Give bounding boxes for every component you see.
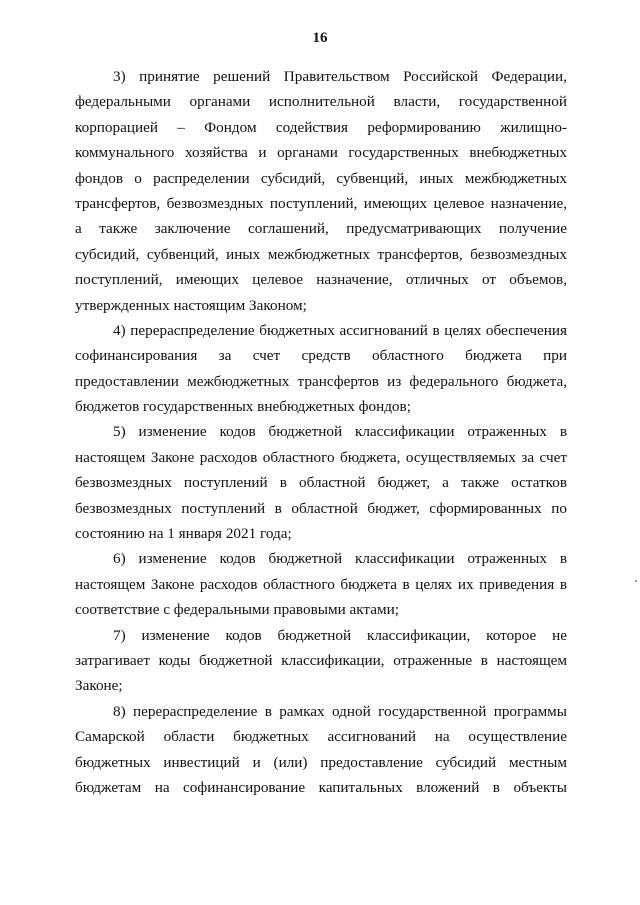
paragraph-line: 4) перераспределение бюджетных ассигнований в целях обеспечения xyxy=(113,321,567,339)
paragraph-line: 8) перераспределение в рамках одной государственной программы xyxy=(113,702,567,720)
paragraph-line: корпорацией – Фондом содействия реформированию жилищно- xyxy=(75,118,567,136)
paragraph-line: безвозмездных поступлений в областной бюджет, сформированных по xyxy=(75,499,567,517)
paragraph-item-8 xyxy=(75,699,567,801)
paragraph-item-5 xyxy=(75,419,567,546)
paragraph-item-4 xyxy=(75,318,567,420)
paragraph-line: 6) изменение кодов бюджетной классификации отраженных в xyxy=(113,550,567,568)
paragraph-line: настоящем Законе расходов областного бюджета, осуществляемых за счет xyxy=(75,448,567,466)
paragraph-line: бюджетов государственных внебюджетных фондов; xyxy=(75,398,411,416)
paragraph-line: коммунального хозяйства и органами государственных внебюджетных xyxy=(75,144,567,162)
document-body xyxy=(75,64,567,800)
scan-artifact xyxy=(635,580,637,582)
paragraph-line: фондов о распределении субсидий, субвенций, иных межбюджетных xyxy=(75,169,567,187)
paragraph-line: 7) изменение кодов бюджетной классификации, которое не xyxy=(113,626,567,644)
paragraph-line: Самарской области бюджетных ассигнований на осуществление xyxy=(75,728,567,746)
paragraph-item-6 xyxy=(75,546,567,622)
paragraph-line: бюджетам на софинансирование капитальных вложений в объекты xyxy=(75,778,567,796)
paragraph-line: поступлений, имеющих целевое назначение, отличных от объемов, xyxy=(75,271,567,289)
paragraph-line: 3) принятие решений Правительством Российской Федерации, xyxy=(113,68,567,85)
paragraph-line: утвержденных настоящим Законом; xyxy=(75,296,307,314)
paragraph-line: субсидий, субвенций, иных межбюджетных трансфертов, безвозмездных xyxy=(75,245,567,263)
paragraph-line: бюджетных инвестиций и (или) предоставление субсидий местным xyxy=(75,753,567,771)
page-number: 16 xyxy=(312,30,328,46)
paragraph-line: настоящем Законе расходов областного бюджета в целях их приведения в xyxy=(75,575,567,593)
paragraph-line: затрагивает коды бюджетной классификации, отраженные в настоящем xyxy=(75,651,567,669)
paragraph-line: Законе; xyxy=(75,677,123,695)
paragraph-line: федеральными органами исполнительной власти, государственной xyxy=(75,93,567,111)
paragraph-line: софинансирования за счет средств областного бюджета при xyxy=(75,347,567,365)
paragraph-line: а также заключение соглашений, предусматривающих получение xyxy=(75,220,567,238)
paragraph-line: состоянию на 1 января 2021 года; xyxy=(75,525,292,543)
paragraph-line: трансфертов, безвозмездных поступлений, имеющих целевое назначение, xyxy=(75,194,567,212)
paragraph-item-3 xyxy=(75,64,567,318)
paragraph-line: безвозмездных поступлений в областной бюджет, а также остатков xyxy=(75,474,567,492)
paragraph-line: предоставлении межбюджетных трансфертов из федерального бюджета, xyxy=(75,372,567,390)
paragraph-item-7 xyxy=(75,623,567,699)
paragraph-line: соответствие с федеральными правовыми актами; xyxy=(75,601,399,619)
paragraph-line: 5) изменение кодов бюджетной классификации отраженных в xyxy=(113,423,567,441)
